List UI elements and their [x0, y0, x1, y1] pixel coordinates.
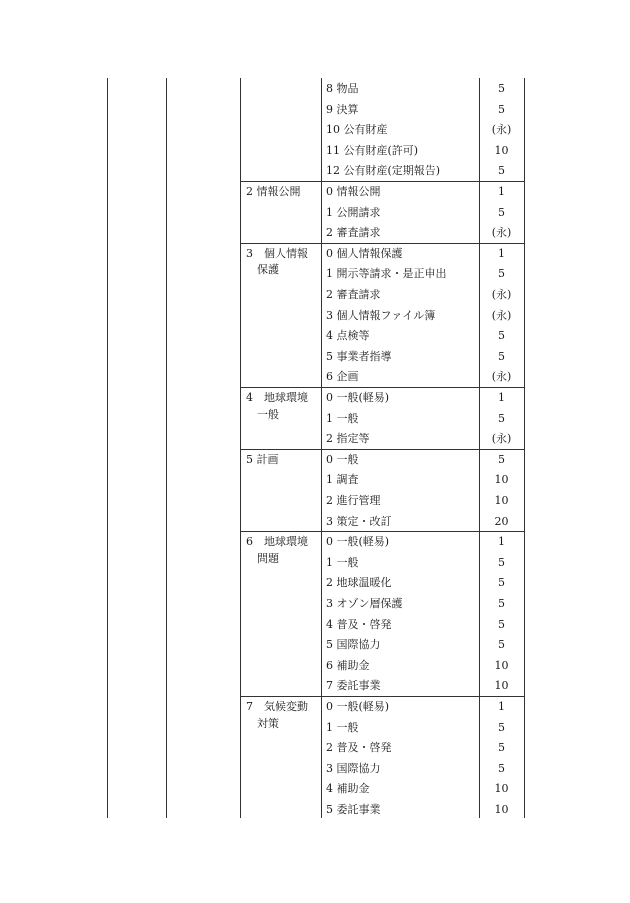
item-label: 4 点検等 — [326, 329, 370, 343]
retention-years: 5 — [498, 761, 505, 775]
retention-years: 5 — [498, 102, 505, 116]
item-label: 0 情報公開 — [326, 185, 381, 198]
retention-years: (永) — [491, 308, 512, 322]
retention-years: 10 — [494, 473, 509, 487]
retention-years: 5 — [498, 349, 505, 363]
middle-category-label: 3 個人情報 — [246, 246, 308, 260]
retention-years: 1 — [498, 246, 505, 260]
section-divider — [240, 181, 524, 182]
item-label: 0 一般 — [326, 452, 359, 466]
item-label: 2 地球温暖化 — [326, 576, 392, 590]
middle-category-label: 4 地球環境 — [246, 391, 308, 404]
retention-years: 5 — [498, 411, 505, 425]
retention-years: 5 — [498, 82, 505, 95]
item-label: 0 個人情報保護 — [326, 246, 403, 260]
retention-years: 5 — [498, 205, 505, 219]
retention-years: 5 — [498, 741, 505, 755]
item-label: 0 一般(軽易) — [326, 391, 390, 404]
item-label: 8 物品 — [326, 82, 359, 95]
retention-years: 1 — [498, 391, 505, 404]
item-label: 1 一般 — [326, 555, 359, 569]
retention-years: (永) — [491, 226, 512, 240]
item-label: 1 調査 — [326, 473, 359, 487]
item-label: 0 一般(軽易) — [326, 535, 390, 549]
middle-category-label: 5 計画 — [246, 452, 279, 466]
column-rule — [107, 78, 108, 818]
middle-category-label: 7 気候変動 — [246, 700, 308, 713]
middle-category-label-cont: 対策 — [257, 716, 279, 730]
retention-years: 10 — [494, 782, 509, 796]
section-divider — [240, 449, 524, 450]
item-label: 2 審査請求 — [326, 226, 381, 240]
item-label: 3 個人情報ファイル簿 — [326, 308, 436, 322]
item-label: 2 指定等 — [326, 432, 370, 446]
middle-category-label: 2 情報公開 — [246, 185, 301, 198]
retention-years: 10 — [494, 494, 509, 507]
retention-years: (永) — [491, 432, 512, 446]
retention-years: 1 — [498, 700, 505, 713]
retention-years: 5 — [498, 555, 505, 569]
retention-years: (永) — [491, 288, 512, 301]
item-label: 1 開示等請求・是正申出 — [326, 267, 447, 281]
retention-years: 1 — [498, 185, 505, 198]
section-divider — [240, 531, 524, 532]
item-label: 4 普及・啓発 — [326, 617, 392, 631]
retention-years: 5 — [498, 617, 505, 631]
middle-category-label-cont: 問題 — [257, 551, 279, 565]
item-label: 0 一般(軽易) — [326, 700, 390, 713]
middle-category-label: 6 地球環境 — [246, 535, 308, 549]
retention-years: 5 — [498, 452, 505, 466]
column-rule — [166, 78, 167, 818]
item-label: 1 一般 — [326, 411, 359, 425]
retention-years: (永) — [491, 123, 512, 137]
item-label: 5 国際協力 — [326, 638, 381, 652]
item-label: 3 策定・改訂 — [326, 514, 392, 528]
section-divider — [240, 243, 524, 244]
item-label: 5 事業者指導 — [326, 349, 392, 363]
retention-years: 20 — [494, 514, 509, 528]
middle-category-label-cont: 保護 — [257, 263, 279, 277]
retention-years: 5 — [498, 576, 505, 590]
section-divider — [240, 387, 524, 388]
item-label: 4 補助金 — [326, 782, 370, 796]
retention-years: 5 — [498, 720, 505, 734]
retention-years: 1 — [498, 535, 505, 549]
retention-years: 10 — [494, 803, 509, 816]
item-label: 1 公開請求 — [326, 205, 381, 219]
item-label: 2 審査請求 — [326, 288, 381, 301]
item-label: 11 公有財産(許可) — [326, 143, 419, 157]
item-label: 3 国際協力 — [326, 761, 381, 775]
item-label: 5 委託事業 — [326, 803, 381, 816]
section-divider — [240, 696, 524, 697]
retention-years: 5 — [498, 329, 505, 343]
middle-category-label-cont: 一般 — [257, 407, 279, 421]
retention-years: 10 — [494, 679, 509, 693]
item-label: 2 普及・啓発 — [326, 741, 392, 755]
item-label: 6 補助金 — [326, 658, 370, 672]
retention-years: 10 — [494, 143, 509, 157]
item-label: 6 企画 — [326, 370, 359, 384]
item-label: 1 一般 — [326, 720, 359, 734]
item-label: 2 進行管理 — [326, 494, 381, 507]
item-label: 12 公有財産(定期報告) — [326, 164, 441, 178]
item-label: 3 オゾン層保護 — [326, 597, 403, 610]
item-label: 7 委託事業 — [326, 679, 381, 693]
retention-years: 5 — [498, 597, 505, 610]
item-label: 9 決算 — [326, 102, 359, 116]
retention-years: 5 — [498, 164, 505, 178]
item-label: 10 公有財産 — [326, 123, 388, 137]
retention-years: (永) — [491, 370, 512, 384]
retention-years: 5 — [498, 638, 505, 652]
column-rule — [524, 78, 525, 818]
retention-years: 10 — [494, 658, 509, 672]
retention-years: 5 — [498, 267, 505, 281]
